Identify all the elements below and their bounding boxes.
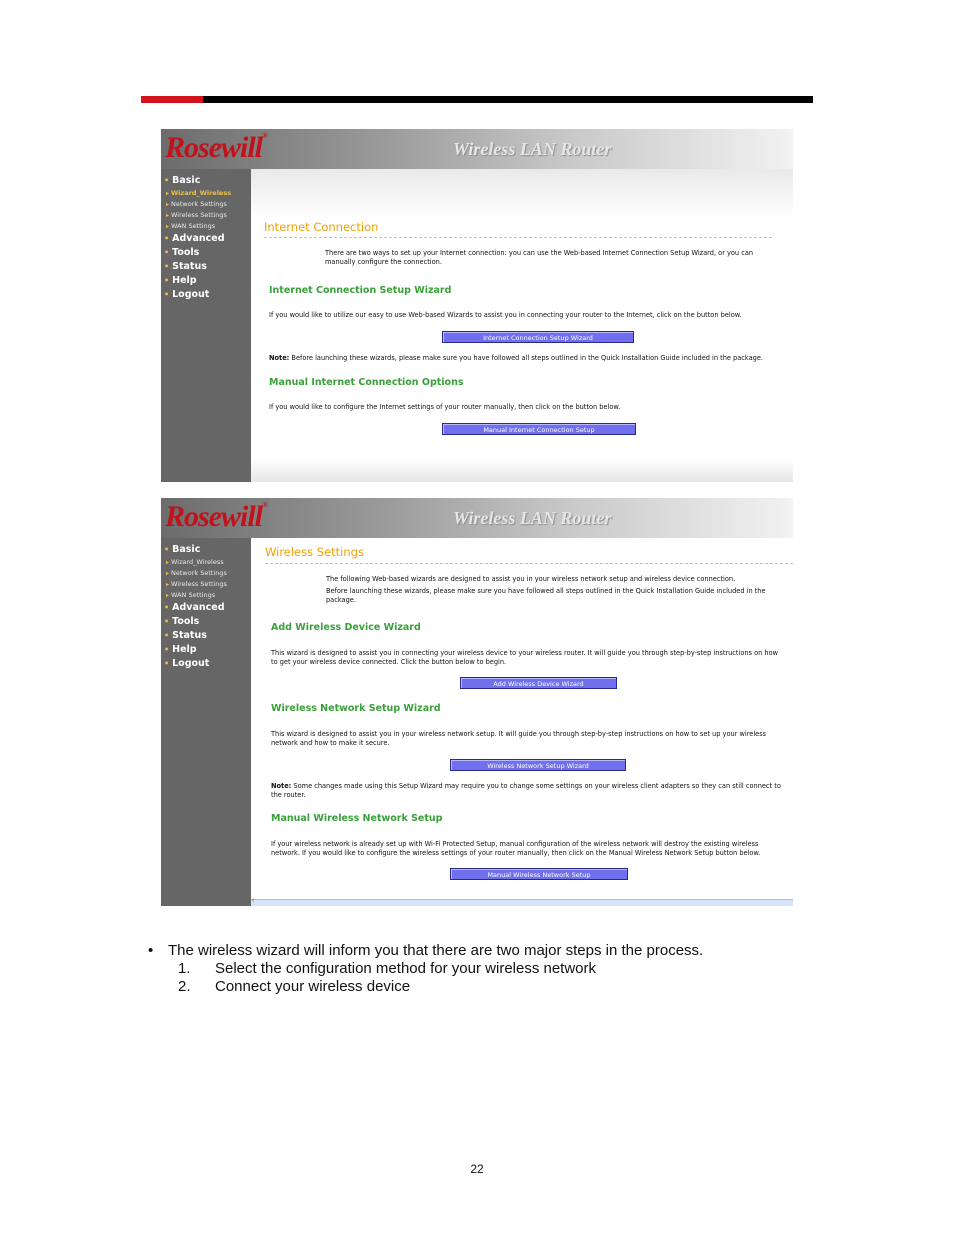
step-number: 1. — [178, 960, 191, 977]
manual-wireless-text-1: If your wireless network is already set up with Wi-Fi Protected Setup, manual configuration of the wireless network will destroy the existing wireless — [271, 840, 759, 848]
arrow-icon: ▸ — [166, 559, 170, 566]
banner-title: Wireless LAN Router — [453, 508, 612, 528]
network-setup-text-1: This wizard is designed to assist you in your wireless network setup. It will guide you through step-by-step instructions on how to set up your wireless — [271, 730, 767, 738]
content-panel — [251, 169, 793, 482]
intro-line-2: Before launching these wizards, please make sure you have followed all steps outlined in the Quick Installation Guide included in the — [326, 587, 766, 595]
note-text — [269, 354, 763, 363]
bullet-icon: • — [164, 631, 170, 640]
nav-logout[interactable]: • Logout — [164, 289, 210, 300]
bullet-icon: • — [164, 617, 170, 626]
bullet-icon: • — [164, 545, 170, 554]
note-label: Note: — [271, 782, 292, 790]
nav-basic[interactable]: • Basic — [164, 544, 201, 555]
step-text: Connect your wireless device — [215, 978, 411, 995]
nav-tools[interactable]: • Tools — [164, 616, 200, 627]
rosewill-logo: Rosewill® — [165, 500, 267, 533]
nav-advanced[interactable]: • Advanced — [164, 602, 225, 613]
note-body: Before launching these wizards, please make sure you have followed all steps outlined in the Quick Installation Guide included in the package. — [291, 354, 763, 362]
bullet-icon: • — [164, 645, 170, 654]
note-text-2: the router. — [271, 791, 306, 799]
router-screenshot-internet-connection — [161, 129, 793, 482]
intro-line-3: package. — [326, 596, 356, 604]
bullet-icon: • — [164, 176, 170, 185]
arrow-icon: ▸ — [166, 592, 170, 599]
manual-text: If you would like to configure the Internet settings of your router manually, then click on the button below. — [269, 403, 621, 411]
bullet-icon: • — [164, 262, 170, 271]
note-label: Note: — [269, 354, 290, 362]
manual-title: Manual Internet Connection Options — [269, 377, 464, 388]
section-title: Internet Connection — [264, 220, 379, 234]
router-banner — [161, 498, 793, 538]
intro-line-2: manually configure the connection. — [325, 258, 442, 266]
add-device-text-1: This wizard is designed to assist you in connecting your wireless device to your wireless router. It will guide you through step-by-step instructions on how — [271, 649, 778, 657]
step-text: Select the configuration method for your wireless network — [215, 960, 597, 977]
arrow-icon: ▸ — [166, 201, 170, 208]
nav-status[interactable]: • Status — [164, 630, 207, 641]
content-panel — [251, 538, 793, 906]
horizontal-scrollbar[interactable] — [251, 899, 793, 906]
nav-sub-wireless-settings[interactable]: ▸ Wireless Settings — [166, 211, 227, 219]
bullet-icon: • — [148, 942, 154, 959]
manual-internet-connection-setup-button[interactable]: Manual Internet Connection Setup — [442, 423, 636, 435]
nav-sub-network-settings[interactable]: ▸ Network Settings — [166, 569, 227, 577]
intro-line-1: The following Web-based wizards are designed to assist you in your wireless network setup and wireless device connection. — [326, 575, 736, 583]
bullet-icon: • — [164, 248, 170, 257]
rosewill-logo: Rosewill® — [165, 131, 267, 164]
nav-tools[interactable]: • Tools — [164, 247, 200, 258]
nav-advanced[interactable]: • Advanced — [164, 233, 225, 244]
arrow-icon: ▸ — [166, 190, 170, 197]
header-bar-red-accent — [141, 96, 203, 103]
network-setup-text-2: network and how to make it secure. — [271, 739, 390, 747]
manual-wireless-network-setup-button[interactable]: Manual Wireless Network Setup — [450, 868, 628, 880]
arrow-icon: ▸ — [166, 223, 170, 230]
bullet-icon: • — [164, 234, 170, 243]
internet-connection-setup-wizard-button[interactable]: Internet Connection Setup Wizard — [442, 331, 634, 343]
nav-sub-wan-settings[interactable]: ▸ WAN Settings — [166, 591, 216, 599]
note-text-1 — [271, 782, 781, 791]
step-number: 2. — [178, 978, 191, 995]
router-screenshot-wireless-settings — [161, 498, 793, 906]
router-banner — [161, 129, 793, 169]
wizard-title: Internet Connection Setup Wizard — [269, 285, 452, 296]
nav-sub-network-settings[interactable]: ▸ Network Settings — [166, 200, 227, 208]
network-setup-title: Wireless Network Setup Wizard — [271, 703, 441, 714]
bullet-icon: • — [164, 276, 170, 285]
section-title: Wireless Settings — [265, 545, 364, 559]
scroll-left-icon[interactable]: ‹ — [252, 897, 255, 904]
bullet-icon: • — [164, 603, 170, 612]
arrow-icon: ▸ — [166, 581, 170, 588]
bullet-icon: • — [164, 659, 170, 668]
arrow-icon: ▸ — [166, 570, 170, 577]
nav-help[interactable]: • Help — [164, 644, 197, 655]
banner-title: Wireless LAN Router — [453, 139, 612, 159]
nav-status[interactable]: • Status — [164, 261, 207, 272]
bullet-text: The wireless wizard will inform you that there are two major steps in the process. — [168, 942, 704, 959]
nav-sub-wizard-wireless[interactable]: ▸ Wizard_Wireless — [166, 189, 232, 197]
section-divider — [265, 563, 793, 564]
nav-basic[interactable]: • Basic — [164, 175, 201, 186]
add-device-title: Add Wireless Device Wizard — [271, 622, 421, 633]
header-bar — [141, 96, 813, 103]
intro-line-1: There are two ways to set up your Internet connection: you can use the Web-based Internet Connection Setup Wizard, or you can — [325, 249, 754, 257]
nav-sub-wan-settings[interactable]: ▸ WAN Settings — [166, 222, 216, 230]
note-body: Some changes made using this Setup Wizard may require you to change some settings on your wireless client adapters so they can still connect to — [293, 782, 781, 790]
wizard-text: If you would like to utilize our easy to use Web-based Wizards to assist you in connecting your router to the Internet, click on the button below. — [269, 311, 742, 319]
page-number: 22 — [470, 1162, 484, 1176]
sidebar-nav — [161, 538, 251, 906]
nav-sub-wireless-settings[interactable]: ▸ Wireless Settings — [166, 580, 227, 588]
nav-sub-wizard-wireless[interactable]: ▸ Wizard_Wireless — [166, 558, 224, 566]
nav-logout[interactable]: • Logout — [164, 658, 210, 669]
manual-wireless-text-2: network. If you would like to configure the wireless settings of your router manually, then click on the Manual Wireless Network Setup button below. — [271, 849, 761, 857]
manual-wireless-title: Manual Wireless Network Setup — [271, 813, 443, 824]
bullet-icon: • — [164, 290, 170, 299]
sidebar-nav — [161, 169, 251, 482]
nav-help[interactable]: • Help — [164, 275, 197, 286]
add-wireless-device-wizard-button[interactable]: Add Wireless Device Wizard — [460, 677, 617, 689]
wireless-network-setup-wizard-button[interactable]: Wireless Network Setup Wizard — [450, 759, 626, 771]
arrow-icon: ▸ — [166, 212, 170, 219]
add-device-text-2: to get your wireless device connected. Click the button below to begin. — [271, 658, 507, 666]
section-divider — [264, 237, 772, 238]
